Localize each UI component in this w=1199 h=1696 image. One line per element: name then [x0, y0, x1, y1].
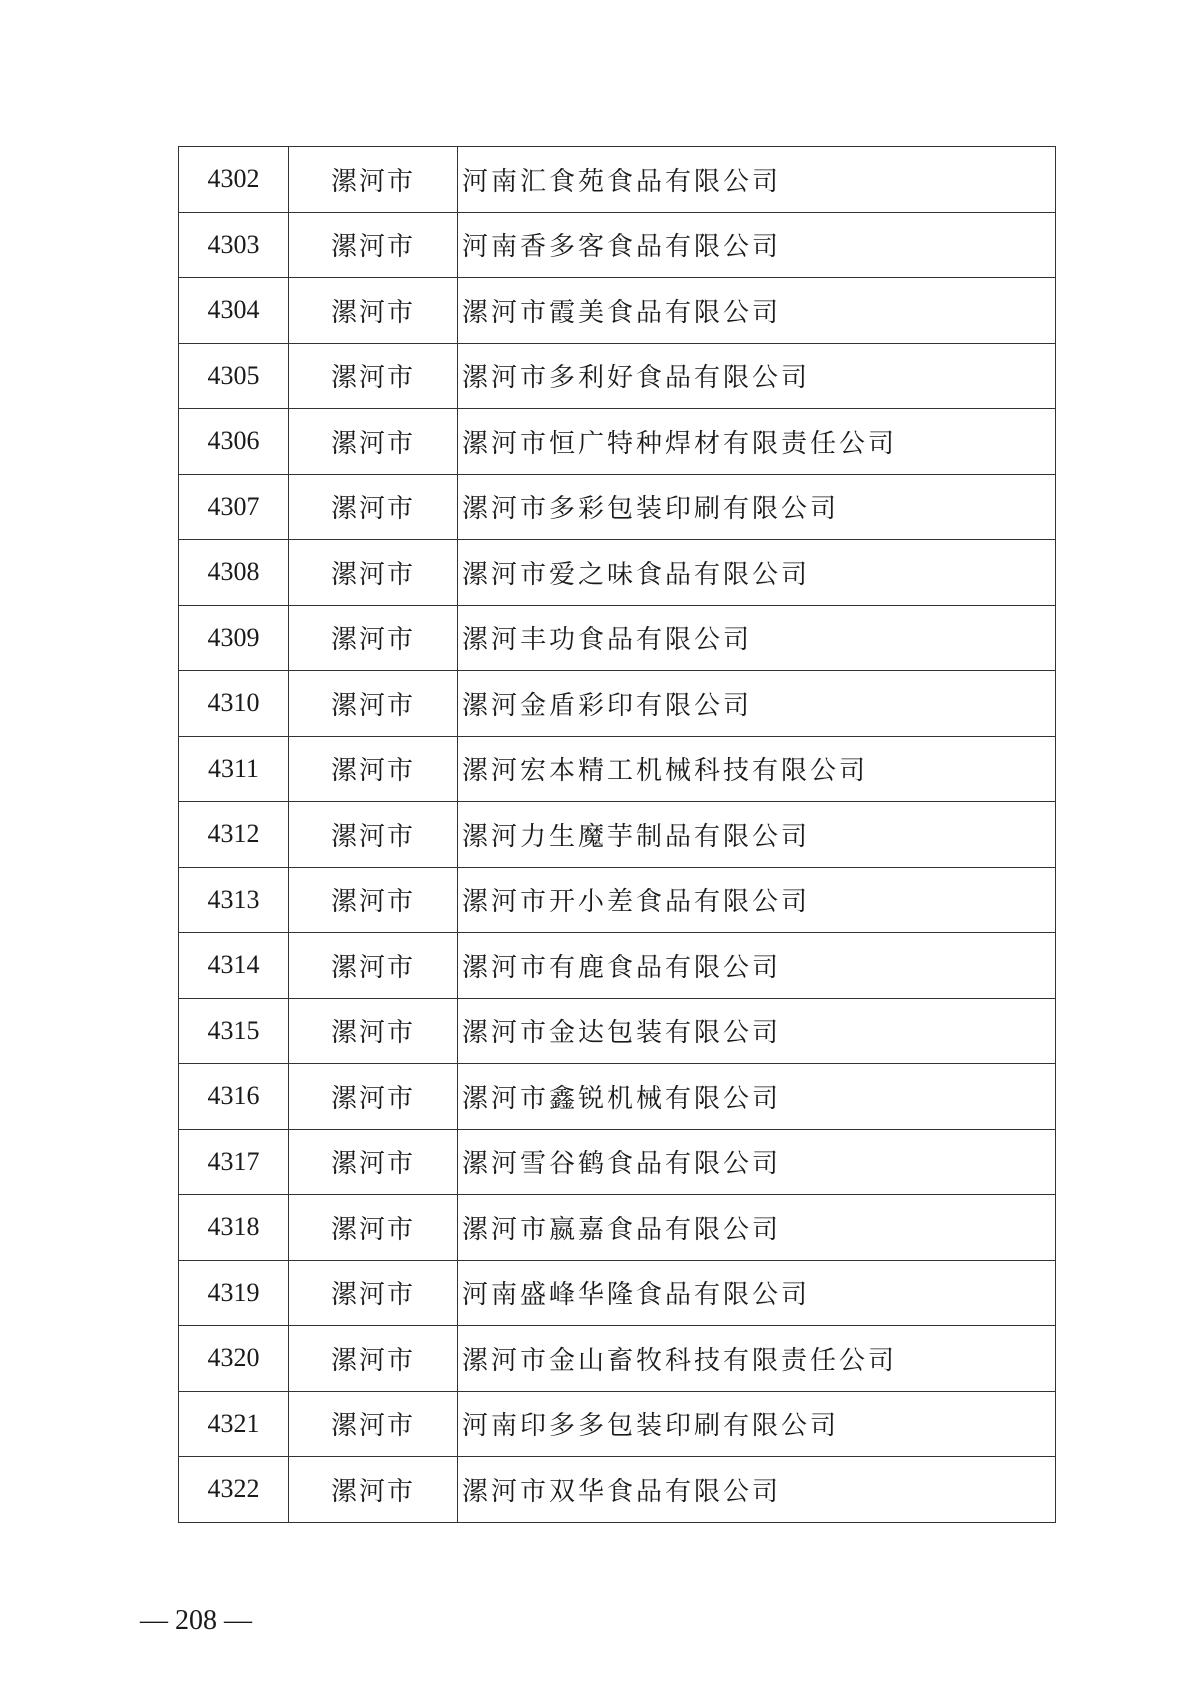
city-cell: 漯河市	[289, 605, 458, 671]
company-name-cell: 漯河市多彩包装印刷有限公司	[458, 474, 1056, 540]
company-name-cell: 漯河市有鹿食品有限公司	[458, 933, 1056, 999]
table-row	[179, 1129, 1056, 1195]
city-cell: 漯河市	[289, 147, 458, 213]
company-name-cell: 漯河市金达包装有限公司	[458, 998, 1056, 1064]
company-name-cell: 漯河宏本精工机械科技有限公司	[458, 736, 1056, 802]
row-number-cell: 4318	[179, 1195, 289, 1261]
row-number-cell: 4304	[179, 278, 289, 344]
company-name-cell: 漯河市嬴嘉食品有限公司	[458, 1195, 1056, 1261]
company-name-cell: 漯河市恒广特种焊材有限责任公司	[458, 409, 1056, 475]
company-name-cell: 漯河市开小差食品有限公司	[458, 867, 1056, 933]
company-list-table	[178, 146, 1056, 1523]
company-name-cell: 漯河金盾彩印有限公司	[458, 671, 1056, 737]
city-cell: 漯河市	[289, 1260, 458, 1326]
table-row	[179, 867, 1056, 933]
row-number-cell: 4315	[179, 998, 289, 1064]
table-row	[179, 278, 1056, 344]
row-number-cell: 4322	[179, 1457, 289, 1523]
city-cell: 漯河市	[289, 1129, 458, 1195]
table-row	[179, 540, 1056, 606]
row-number-cell: 4305	[179, 343, 289, 409]
row-number-cell: 4307	[179, 474, 289, 540]
row-number-cell: 4312	[179, 802, 289, 868]
table-row	[179, 474, 1056, 540]
row-number-cell: 4302	[179, 147, 289, 213]
city-cell: 漯河市	[289, 474, 458, 540]
row-number-cell: 4314	[179, 933, 289, 999]
city-cell: 漯河市	[289, 1326, 458, 1392]
company-name-cell: 漯河市金山畜牧科技有限责任公司	[458, 1326, 1056, 1392]
company-name-cell: 漯河丰功食品有限公司	[458, 605, 1056, 671]
city-cell: 漯河市	[289, 671, 458, 737]
city-cell: 漯河市	[289, 409, 458, 475]
table-row	[179, 147, 1056, 213]
row-number-cell: 4306	[179, 409, 289, 475]
row-number-cell: 4310	[179, 671, 289, 737]
table-row	[179, 409, 1056, 475]
page-number: — 208 —	[140, 1605, 252, 1636]
company-name-cell: 漯河市多利好食品有限公司	[458, 343, 1056, 409]
table-row	[179, 1260, 1056, 1326]
city-cell: 漯河市	[289, 736, 458, 802]
company-name-cell: 漯河雪谷鹤食品有限公司	[458, 1129, 1056, 1195]
company-name-cell: 河南印多多包装印刷有限公司	[458, 1391, 1056, 1457]
row-number-cell: 4309	[179, 605, 289, 671]
row-number-cell: 4320	[179, 1326, 289, 1392]
table-row	[179, 605, 1056, 671]
city-cell: 漯河市	[289, 343, 458, 409]
row-number-cell: 4311	[179, 736, 289, 802]
city-cell: 漯河市	[289, 1391, 458, 1457]
table-row	[179, 933, 1056, 999]
table-row	[179, 343, 1056, 409]
table-row	[179, 998, 1056, 1064]
table-row	[179, 1195, 1056, 1261]
city-cell: 漯河市	[289, 802, 458, 868]
company-name-cell: 河南盛峰华隆食品有限公司	[458, 1260, 1056, 1326]
table-row	[179, 1457, 1056, 1523]
company-name-cell: 漯河力生魔芋制品有限公司	[458, 802, 1056, 868]
table-row	[179, 1064, 1056, 1130]
table-row	[179, 1391, 1056, 1457]
company-name-cell: 漯河市双华食品有限公司	[458, 1457, 1056, 1523]
company-name-cell: 漯河市爱之味食品有限公司	[458, 540, 1056, 606]
city-cell: 漯河市	[289, 1195, 458, 1261]
company-name-cell: 河南汇食苑食品有限公司	[458, 147, 1056, 213]
table-row	[179, 212, 1056, 278]
company-name-cell: 漯河市鑫锐机械有限公司	[458, 1064, 1056, 1130]
company-name-cell: 漯河市霞美食品有限公司	[458, 278, 1056, 344]
table-row	[179, 736, 1056, 802]
city-cell: 漯河市	[289, 278, 458, 344]
table-row	[179, 671, 1056, 737]
row-number-cell: 4321	[179, 1391, 289, 1457]
row-number-cell: 4319	[179, 1260, 289, 1326]
city-cell: 漯河市	[289, 998, 458, 1064]
table-row	[179, 802, 1056, 868]
table-row	[179, 1326, 1056, 1392]
city-cell: 漯河市	[289, 540, 458, 606]
city-cell: 漯河市	[289, 1457, 458, 1523]
city-cell: 漯河市	[289, 867, 458, 933]
row-number-cell: 4316	[179, 1064, 289, 1130]
row-number-cell: 4308	[179, 540, 289, 606]
city-cell: 漯河市	[289, 933, 458, 999]
city-cell: 漯河市	[289, 212, 458, 278]
company-name-cell: 河南香多客食品有限公司	[458, 212, 1056, 278]
table-body	[179, 147, 1056, 1523]
row-number-cell: 4317	[179, 1129, 289, 1195]
row-number-cell: 4313	[179, 867, 289, 933]
city-cell: 漯河市	[289, 1064, 458, 1130]
row-number-cell: 4303	[179, 212, 289, 278]
